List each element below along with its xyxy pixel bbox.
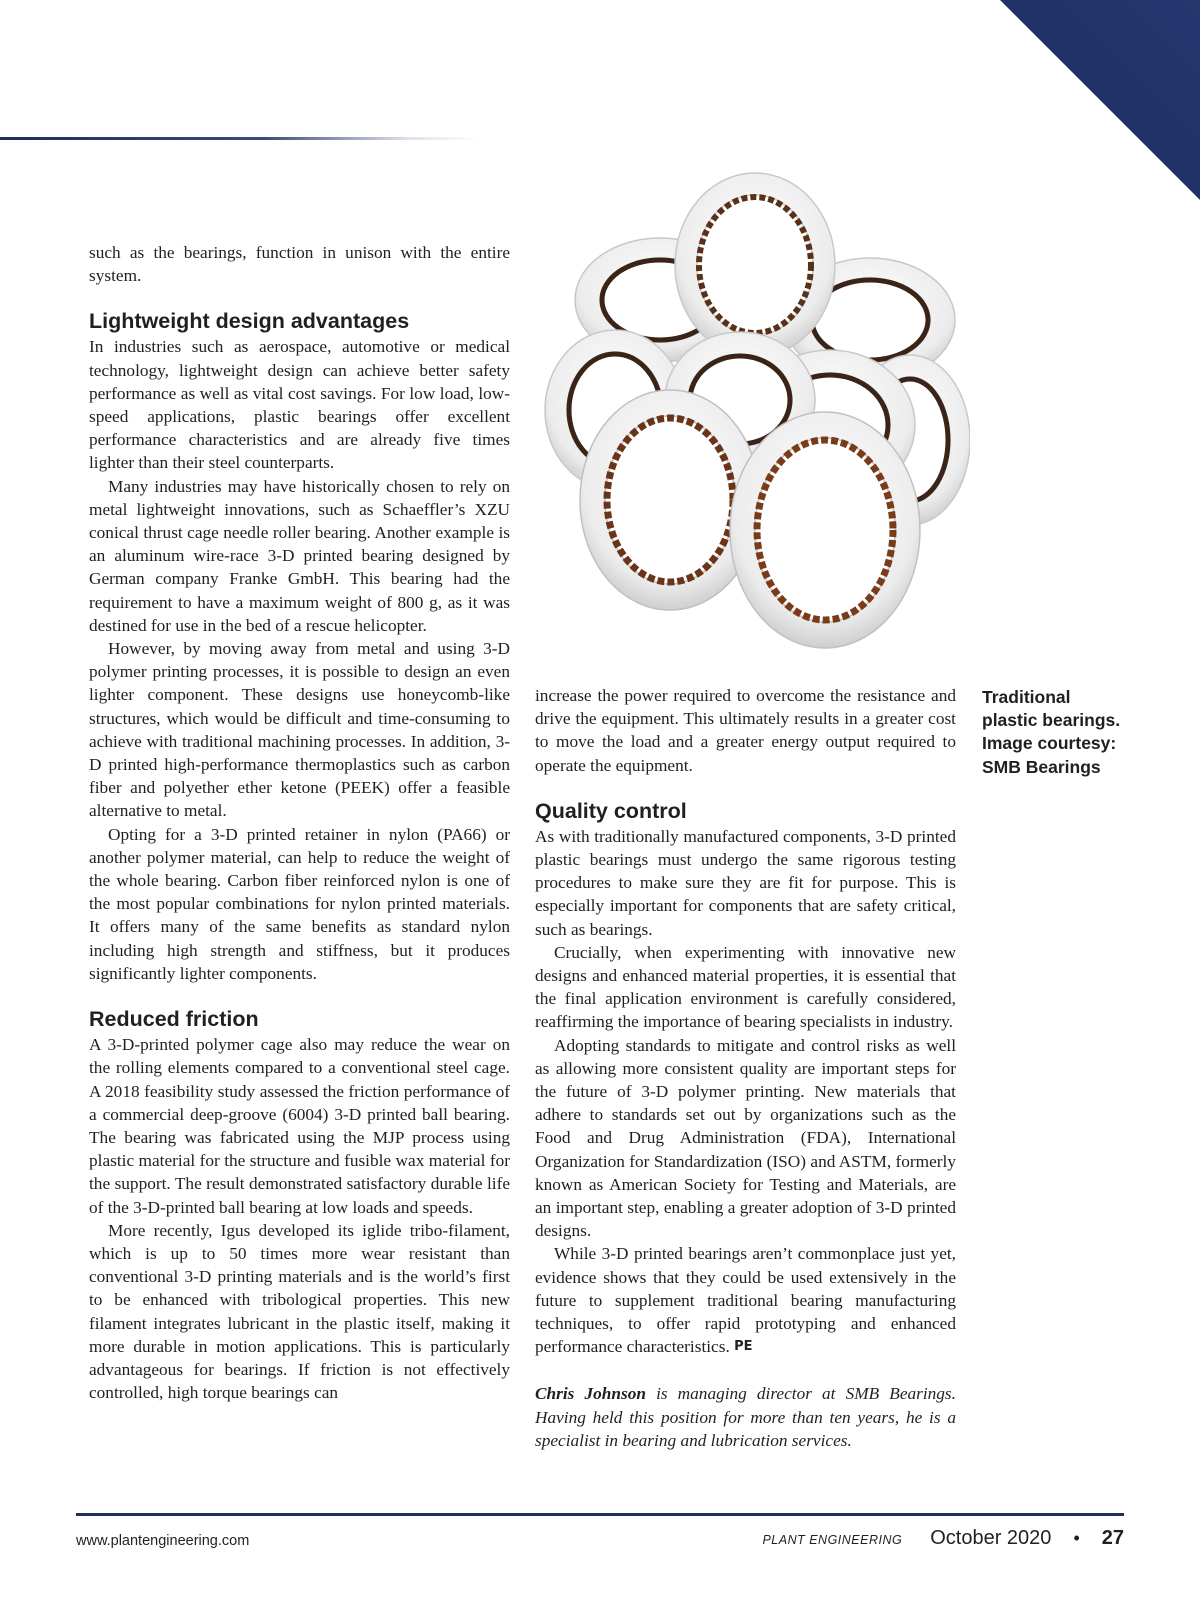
paragraph: More recently, Igus developed its iglide tribo-filament, which is up to 50 times more wear resistant than conventional 3-D printing materials and is the world’s first to be enhanced with tribological properties. This new filament integrates lubricant in the plastic itself, making it more durable in motion applications. This is particularly advantageous for bearings. If friction is not effectively controlled, high torque bearings can <box>89 1220 510 1403</box>
paragraph: increase the power required to overcome the resistance and drive the equipment. This ultimately results in a greater cost to move the load and a greater energy output required to operate the equipment. <box>535 686 956 775</box>
issue-date: October 2020 <box>930 1527 1052 1549</box>
paragraph: However, by moving away from metal and using 3-D polymer printing processes, it is possible to design an even lighter component. These designs use honeycomb-like structures, which would be difficult and time-consuming to achieve with traditional machining processes. In addition, 3-D printed high-performance thermoplastics such as carbon fiber and polyether ether ketone (PEEK) offer a feasible alternative to metal. <box>89 639 510 821</box>
paragraph-final <box>535 1242 956 1358</box>
photo-caption: Traditional plastic bearings. Image courtesy: SMB Bearings <box>982 687 1121 777</box>
end-mark-icon: PE <box>734 1339 753 1355</box>
column-left <box>89 241 510 1404</box>
column-right <box>535 684 956 1452</box>
author-name: Chris Johnson <box>535 1384 646 1404</box>
paragraph: such as the bearings, function in unison with the entire system. <box>89 243 510 286</box>
footer-rule <box>76 1513 1124 1516</box>
page-number: 27 <box>1101 1527 1124 1549</box>
section-heading-lightweight: Lightweight design advantages <box>89 309 410 334</box>
corner-accent <box>1000 0 1200 200</box>
author-bio <box>535 1382 956 1452</box>
paragraph: Opting for a 3-D printed retainer in nylon (PA66) or another polymer material, can help to reduce the weight of the whole bearing. Carbon fiber reinforced nylon is one of the most popular combinations for nylon printed materials. It offers many of the same benefits as standard nylon including high strength and stiffness, but it produces significantly lighter components. <box>89 824 510 983</box>
bullet-icon: • <box>1073 1528 1080 1548</box>
author-description: is managing director at SMB Bearings. Having held this position for more than ten years, he is a specialist in bearing and lubrication services. <box>535 1384 956 1450</box>
paragraph: Crucially, when experimenting with innovative new designs and enhanced material properties, it is essential that the final application environment is carefully considered, reaffirming the importance of bearing specialists in industry. <box>535 942 956 1032</box>
paragraph: Many industries may have historically chosen to rely on metal lightweight innovations, such as Schaeffler’s XZU conical thrust cage needle roller bearing. Another example is an aluminum wire-race 3-D printed bearing designed by German company Franke GmbH. This bearing had the requirement to have a maximum weight of 800 g, as it was destined for use in the bed of a rescue helicopter. <box>89 476 510 635</box>
paragraph: As with traditionally manufactured components, 3-D printed plastic bearings must undergo the same rigorous testing procedures to make sure they are fit for purpose. This is especially important for components that are safety critical, such as bearings. <box>535 826 956 939</box>
publication-name: PLANT ENGINEERING <box>762 1533 903 1547</box>
paragraph: A 3-D-printed polymer cage also may reduce the wear on the rolling elements compared to a conventional steel cage. A 2018 feasibility study assessed the friction performance of a commercial deep-groove (6004) 3-D printed ball bearing. The bearing was fabricated using the MJP process using plastic material for the structure and fusible wax material for the support. The result demonstrated satisfactory durable life of the 3-D-printed ball bearing at low loads and speeds. <box>89 1035 510 1217</box>
paragraph: In industries such as aerospace, automotive or medical technology, lightweight design can achieve better safety performance as well as vital cost savings. For low load, low-speed applications, plastic bearings offer excellent performance characteristics and are already five times lighter than their steel counterparts. <box>89 337 510 473</box>
section-heading-quality: Quality control <box>535 798 687 823</box>
bearings-photo <box>540 170 970 666</box>
footer-folio <box>762 1527 1124 1550</box>
header-rule <box>0 137 480 140</box>
section-heading-friction: Reduced friction <box>89 1007 259 1032</box>
footer-url[interactable]: www.plantengineering.com <box>76 1533 250 1549</box>
paragraph: Adopting standards to mitigate and control risks as well as allowing more consistent quality are important steps for the future of 3-D polymer printing. New materials that adhere to standards set out by organizations such as the Food and Drug Administration (FDA), International Organization for Standardization (ISO) and ASTM, formerly known as American Society for Testing and Materials, are an important step, enabling a greater adoption of 3-D printed designs. <box>535 1035 956 1241</box>
paragraph-text: While 3-D printed bearings aren’t commonplace just yet, evidence shows that they could be used extensively in the future to supplement traditional bearing manufacturing techniques, to offer rapid prototyping and enhanced performance characteristics. <box>535 1244 956 1357</box>
